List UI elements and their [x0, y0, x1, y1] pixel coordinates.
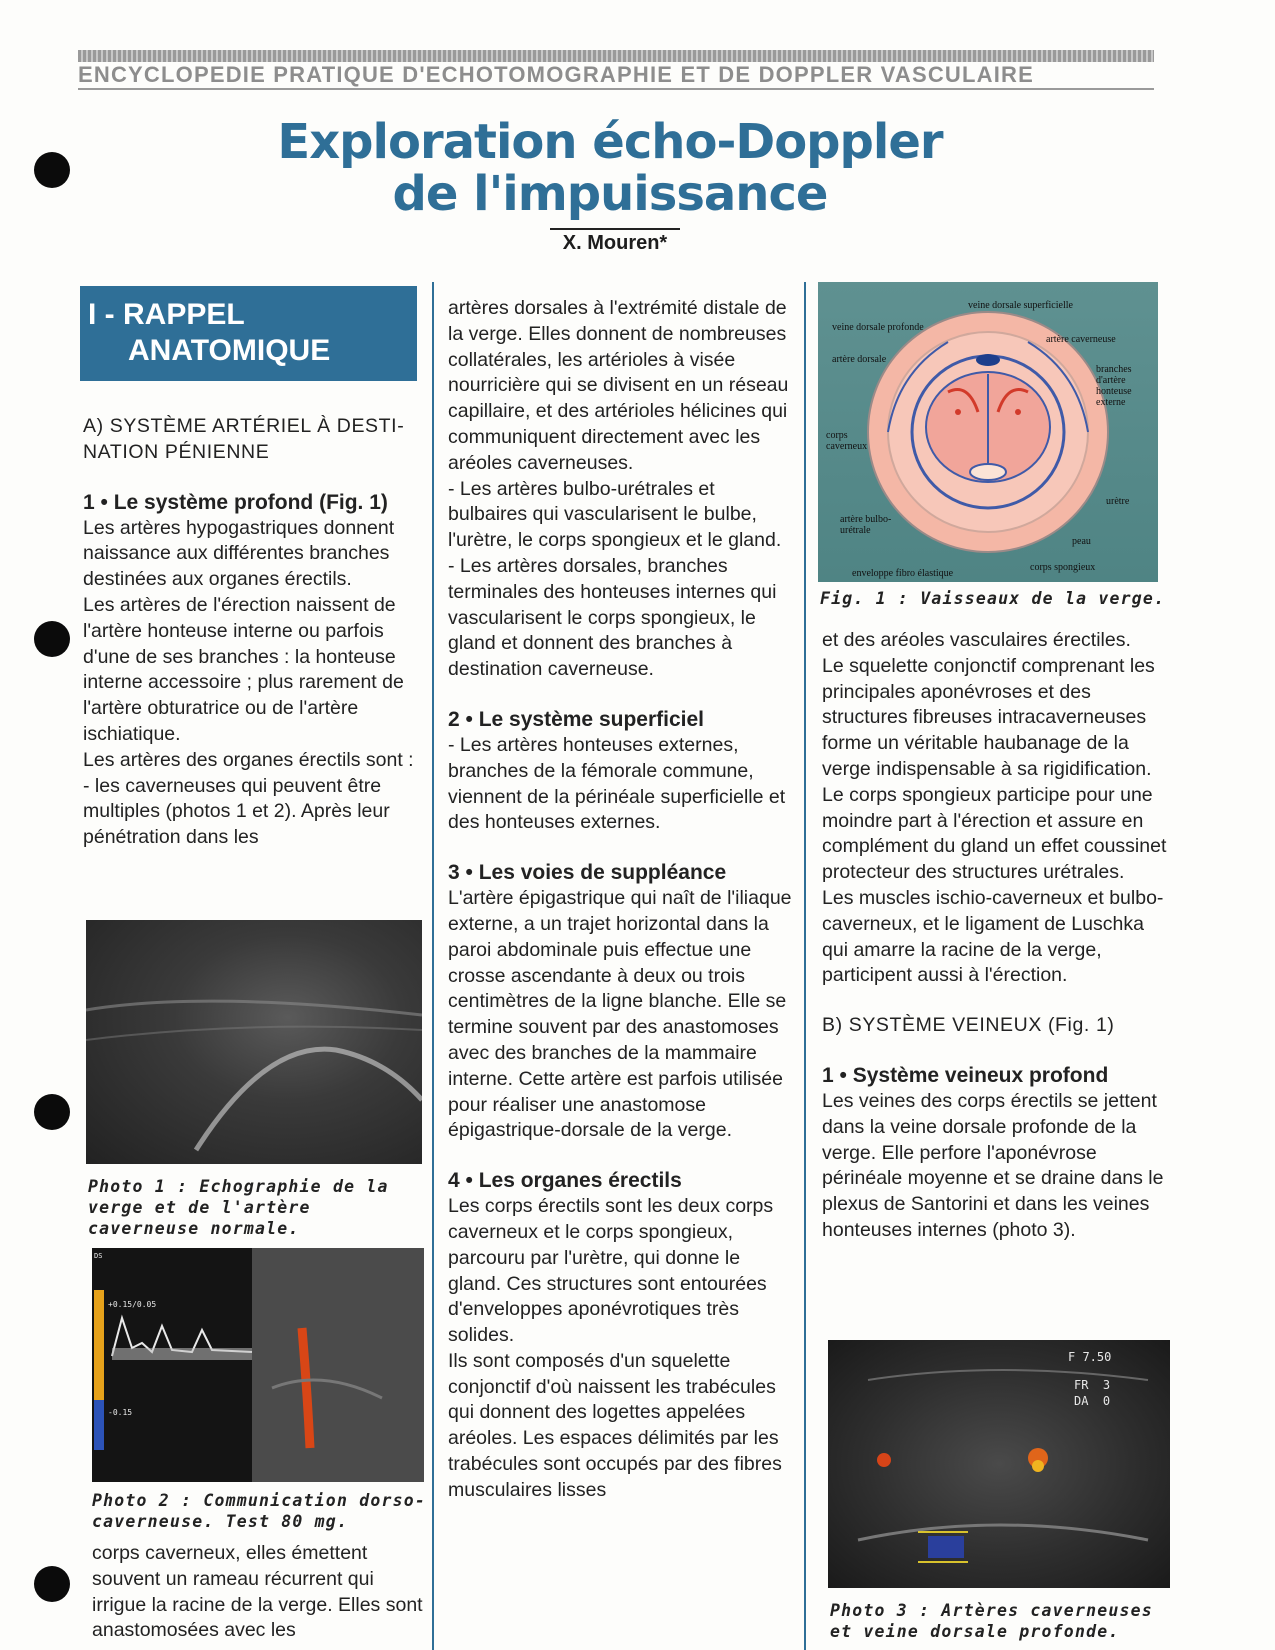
- paragraph: Les artères de l'érection naissent de l'artère honteuse interne ou parfois d'une de ses branches : la honteuse interne accessoire ; plus rarement de l'artère obturatrice ou de l'artère ischiatique.: [83, 593, 404, 745]
- heading-voies-suppleance: 3 • Les voies de suppléance: [448, 861, 727, 885]
- author: X. Mouren*: [550, 228, 680, 255]
- fig-label: corps caverneux: [826, 430, 868, 452]
- doppler-photo-3: F 7.50 FR 3 DA 0: [828, 1340, 1170, 1588]
- paragraph: L'artère épigastrique qui naît de l'iliaque externe, a un trajet horizontal dans la paroi abdominale puis effectue une crosse ascendante à deux ou trois centimètres de la ligne blanche. Elle se termine souvent par des anastomoses avec des branches de la mammaire interne. Cette artère est parfois utilisée pour réaliser une anastomose épigastrique-dorsale de la verge.: [448, 887, 792, 1142]
- paragraph: Les artères des organes érectils sont :: [83, 748, 414, 771]
- fig-label: urètre: [1106, 496, 1130, 507]
- column-3: [822, 628, 1170, 1244]
- fig-label: branches d'artère honteuse externe: [1096, 364, 1132, 408]
- fig-label: artère caverneuse: [1046, 334, 1116, 345]
- heading-systeme-superficiel: 2 • Le système superficiel: [448, 707, 704, 731]
- fig-label: corps spongieux: [1030, 562, 1096, 573]
- fig-label: veine dorsale profonde: [832, 322, 924, 333]
- subsection-heading: A) SYSTÈME ARTÉRIEL À DESTI-NATION PÉNIENNE: [83, 415, 405, 463]
- fig-label: artère dorsale: [832, 354, 887, 365]
- fig-label: artère bulbo-urétrale: [840, 514, 892, 536]
- paragraph: Le squelette conjonctif comprenant les principales aponévroses et des structures fibreuses intracaverneuses forme un véritable haubanage de la verge indispensable à sa rigidification.: [822, 654, 1155, 780]
- heading-organes-erectiles: 4 • Les organes érectils: [448, 1169, 682, 1193]
- title-line-2: de l'impuissance: [392, 166, 828, 222]
- paragraph: Ils sont composés d'un squelette conjonctif d'où naissent les trabécules qui donnent des logettes appelées aréoles. Les espaces délimités par les trabécules sont occupés par des fibres musculaires lisses: [448, 1349, 782, 1501]
- heading-systeme-profond: 1 • Le système profond (Fig. 1): [83, 490, 388, 514]
- doppler-photo-2: +0.15/0.05 -0.15 DS: [92, 1248, 424, 1482]
- paragraph: corps caverneux, elles émettent souvent un rameau récurrent qui irrigue la racine de la verge. Elles sont anastomosées avec les: [92, 1542, 423, 1642]
- penis-vessels-diagram: [818, 282, 1158, 582]
- section-heading: [80, 286, 417, 381]
- photo-1-caption: Photo 1 : Echographie de la verge et de l'artère caverneuse normale.: [88, 1177, 389, 1238]
- paragraph: Les corps érectils sont les deux corps caverneux et le corps spongieux, parcouru par l'urètre, qui donne le gland. Ces structures sont entourées d'enveloppes aponévrotiques très solides.: [448, 1195, 774, 1347]
- punch-hole: [34, 1566, 70, 1602]
- paragraph: artères dorsales à l'extrémité distale de la verge. Elles donnent de nombreuses collatérales, les artérioles à visée nourricière qui se divisent en un réseau capillaire, et des artérioles hélicines qui communiquent directement avec les aréoles caverneuses.: [448, 297, 789, 474]
- punch-hole: [34, 621, 70, 657]
- page-title: [180, 116, 1040, 220]
- paragraph: - Les artères honteuses externes, branches de la fémorale commune, viennent de la périnéale superficielle et des honteuses externes.: [448, 733, 786, 834]
- section-heading-line-1: I - RAPPEL: [88, 298, 245, 331]
- fig-label: enveloppe fibro élastique: [852, 568, 954, 579]
- paragraph: - Les artères dorsales, branches terminales des honteuses internes qui vascularisent le corps spongieux, le gland et donnent des branches à destination caverneuse.: [448, 554, 777, 681]
- paragraph: - les caverneuses qui peuvent être multiples (photos 1 et 2). Après leur pénétration dans les: [83, 774, 390, 849]
- ultrasound-photo-1: [86, 920, 422, 1164]
- punch-hole: [34, 152, 70, 188]
- photo-3-caption: Photo 3 : Artères caverneuses et veine dorsale profonde.: [830, 1601, 1153, 1641]
- paragraph: - Les artères bulbo-urétrales et bulbaires qui vascularisent le bulbe, l'urètre, le corps spongieux et le gland.: [448, 477, 782, 552]
- punch-hole: [34, 1094, 70, 1130]
- photo-2-caption: Photo 2 : Communication dorso-caverneuse. Test 80 mg.: [92, 1491, 427, 1531]
- column-2: [448, 296, 793, 1504]
- column-1: [83, 414, 423, 851]
- series-title: ENCYCLOPEDIE PRATIQUE D'ECHOTOMOGRAPHIE ET DE DOPPLER VASCULAIRE: [78, 62, 1035, 87]
- fig-label: veine dorsale superficielle: [968, 300, 1073, 311]
- header-bar: [78, 50, 1154, 62]
- paragraph: Les artères hypogastriques donnent naissance aux différentes branches destinées aux organes érectils.: [83, 516, 395, 591]
- paragraph: Le corps spongieux participe pour une moindre part à l'érection et assure en complément du gland un effet coussinet protecteur des structures urétrales.: [822, 783, 1167, 884]
- subsection-heading: B) SYSTÈME VEINEUX (Fig. 1): [822, 1014, 1115, 1037]
- column-divider: [432, 282, 434, 1650]
- header-rule: [78, 88, 1154, 90]
- heading-systeme-veineux-profond: 1 • Système veineux profond: [822, 1063, 1109, 1087]
- fig-1-caption: Fig. 1 : Vaisseaux de la verge.: [820, 589, 1166, 608]
- column-1-continued: [92, 1541, 432, 1644]
- paragraph: Les muscles ischio-caverneux et bulbo-caverneux, et le ligament de Luschka qui amarre la racine de la verge, participent aussi à l'érection.: [822, 886, 1164, 987]
- fig-label: peau: [1072, 536, 1091, 547]
- section-heading-line-2: ANATOMIQUE: [128, 334, 331, 367]
- paragraph: et des aréoles vasculaires érectiles.: [822, 629, 1131, 651]
- column-divider: [804, 282, 806, 1650]
- paragraph: Les veines des corps érectils se jettent dans la veine dorsale profonde de la verge. Elle perfore l'aponévrose périnéale moyenne et se draine dans le plexus de Santorini et dans les veines honteuses internes (photo 3).: [822, 1089, 1164, 1241]
- title-line-1: Exploration écho-Doppler: [277, 114, 943, 170]
